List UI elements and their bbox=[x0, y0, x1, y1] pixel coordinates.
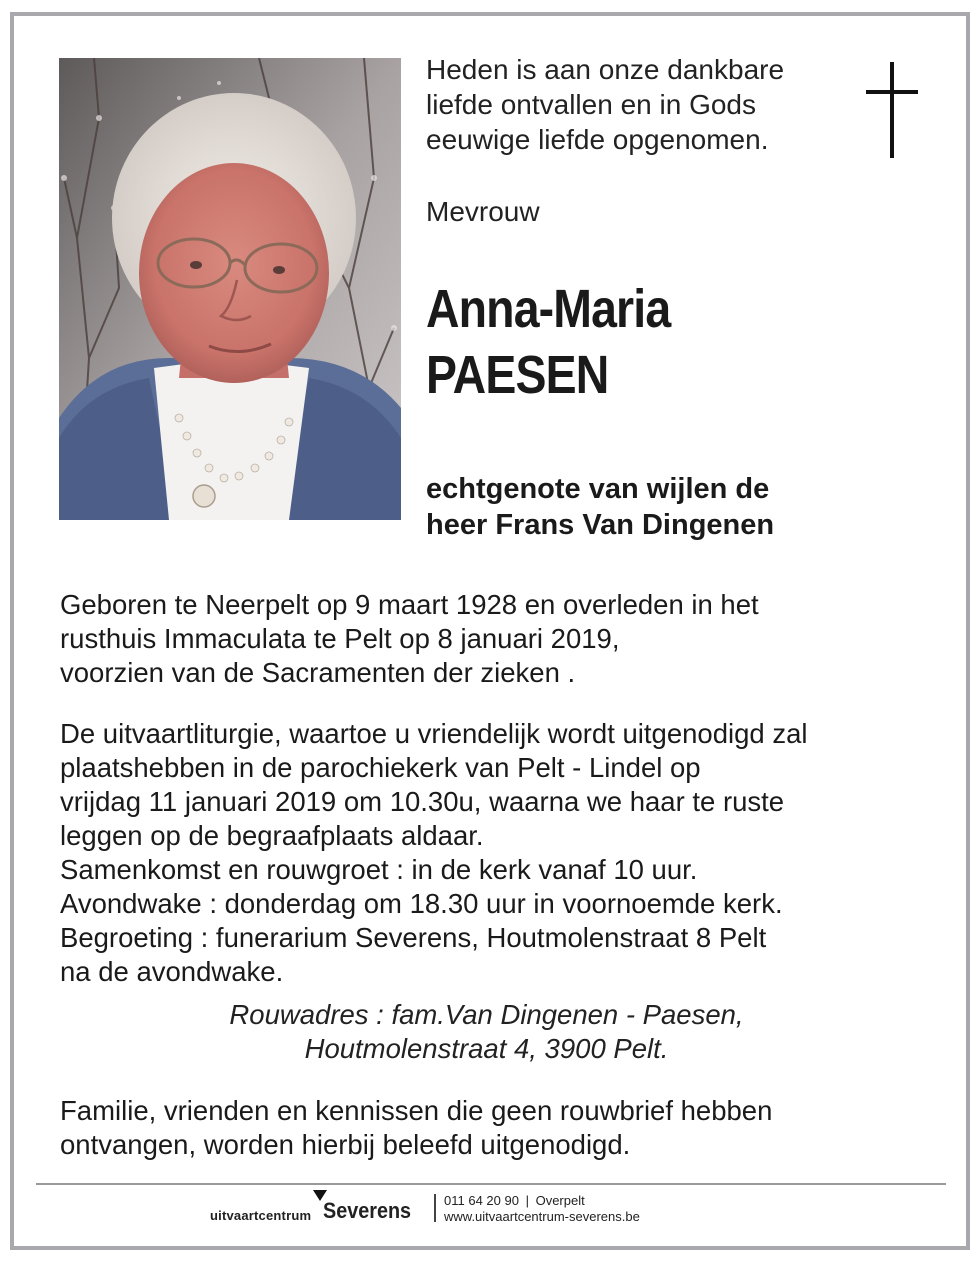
intro-line: eeuwige liefde opgenomen. bbox=[426, 124, 769, 155]
phone-number: 011 64 20 90 bbox=[444, 1193, 519, 1208]
deceased-title: Mevrouw bbox=[426, 196, 540, 227]
footer bbox=[200, 1190, 760, 1230]
birth-death-paragraph bbox=[60, 588, 940, 690]
brand-name: Severens bbox=[323, 1198, 412, 1223]
intro-line: liefde ontvallen en in Gods bbox=[426, 89, 756, 120]
portrait-photo bbox=[59, 58, 401, 520]
brand-prefix: uitvaartcentrum bbox=[210, 1208, 312, 1223]
contact-line-1 bbox=[444, 1193, 640, 1209]
deceased-name bbox=[426, 276, 787, 408]
paragraph-line: voorzien van de Sacramenten der zieken . bbox=[60, 657, 576, 688]
relation-line: heer Frans Van Dingenen bbox=[426, 509, 775, 541]
paragraph-line: leggen op de begraafplaats aldaar. bbox=[60, 820, 484, 851]
paragraph-line: Samenkomst en rouwgroet : in de kerk vanaf 10 uur. bbox=[60, 854, 698, 885]
address-line: Houtmolenstraat 4, 3900 Pelt. bbox=[304, 1033, 669, 1064]
closing-paragraph bbox=[60, 1094, 920, 1162]
paragraph-line: ontvangen, worden hierbij beleefd uitgenodigd. bbox=[60, 1129, 631, 1160]
paragraph-line: Avondwake : donderdag om 18.30 uur in voornoemde kerk. bbox=[60, 888, 783, 919]
footer-divider bbox=[36, 1183, 946, 1185]
town: Overpelt bbox=[535, 1193, 585, 1208]
website-link[interactable]: www.uitvaartcentrum-severens.be bbox=[444, 1209, 640, 1224]
paragraph-line: vrijdag 11 januari 2019 om 10.30u, waarna we haar te ruste bbox=[60, 786, 785, 817]
intro-text bbox=[426, 52, 846, 157]
paragraph-line: Geboren te Neerpelt op 9 maart 1928 en overleden in het bbox=[60, 589, 759, 620]
deceased-last-name: PAESEN bbox=[426, 345, 609, 405]
address-line: Rouwadres : fam.Van Dingenen - Paesen, bbox=[229, 999, 744, 1030]
paragraph-line: rusthuis Immaculata te Pelt op 8 januari 2019, bbox=[60, 623, 620, 654]
paragraph-line: De uitvaartliturgie, waartoe u vriendelijk wordt uitgenodigd zal bbox=[60, 718, 808, 749]
relation-line: echtgenote van wijlen de bbox=[426, 473, 770, 505]
relation-text bbox=[426, 471, 896, 543]
paragraph-line: plaatshebben in de parochiekerk van Pelt - Lindel op bbox=[60, 752, 701, 783]
contact-separator: | bbox=[525, 1193, 529, 1208]
intro-line: Heden is aan onze dankbare bbox=[426, 54, 785, 85]
portrait-image bbox=[59, 58, 401, 520]
deceased-first-name: Anna-Maria bbox=[426, 279, 671, 339]
paragraph-line: na de avondwake. bbox=[60, 956, 284, 987]
paragraph-line: Familie, vrienden en kennissen die geen rouwbrief hebben bbox=[60, 1095, 773, 1126]
contact-info bbox=[444, 1193, 640, 1225]
mourning-address bbox=[60, 998, 913, 1066]
cross-icon bbox=[862, 62, 922, 160]
ceremony-paragraph bbox=[60, 717, 940, 989]
paragraph-line: Begroeting : funerarium Severens, Houtmolenstraat 8 Pelt bbox=[60, 922, 767, 953]
footer-separator bbox=[434, 1194, 436, 1222]
